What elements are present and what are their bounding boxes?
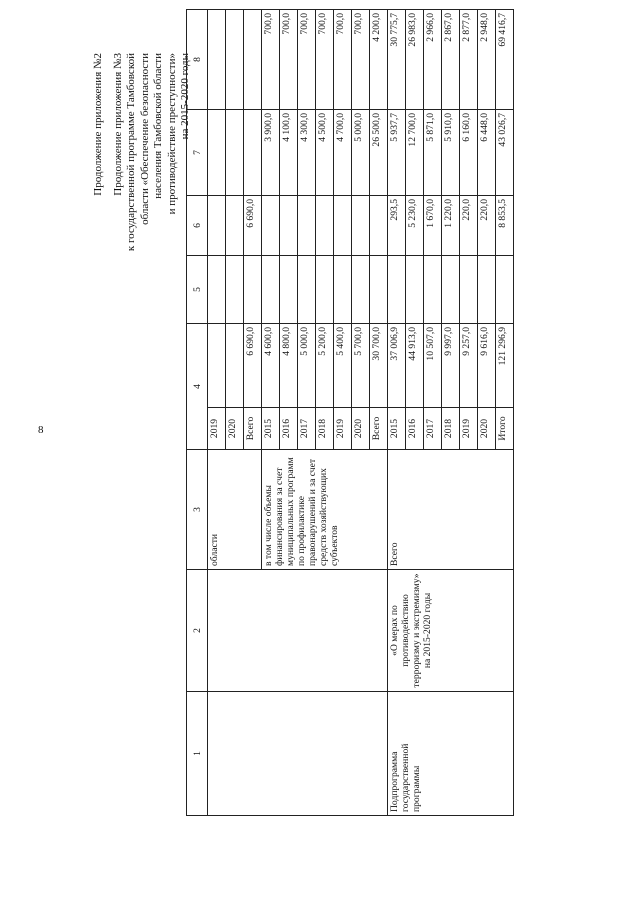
column-number: 8 bbox=[187, 9, 208, 109]
value-cell: 700,0 bbox=[334, 9, 352, 109]
year-cell: 2020 bbox=[478, 408, 496, 450]
value-cell: 6 160,0 bbox=[460, 109, 478, 195]
table-row bbox=[388, 9, 406, 815]
column-number: 3 bbox=[187, 450, 208, 570]
value-cell bbox=[370, 255, 388, 323]
value-cell bbox=[316, 255, 334, 323]
column-number: 5 bbox=[187, 255, 208, 323]
value-cell bbox=[316, 195, 334, 255]
value-cell: 6 690,0 bbox=[244, 323, 262, 407]
value-cell: 2 877,0 bbox=[460, 9, 478, 109]
value-cell: 4 600,0 bbox=[262, 323, 280, 407]
value-cell bbox=[388, 255, 406, 323]
column-number: 2 bbox=[187, 570, 208, 692]
table-row bbox=[208, 9, 226, 815]
column-number-row bbox=[187, 9, 208, 815]
value-cell: 10 507,0 bbox=[424, 323, 442, 407]
year-cell: 2020 bbox=[226, 408, 244, 450]
value-cell: 700,0 bbox=[298, 9, 316, 109]
value-cell bbox=[496, 255, 514, 323]
value-cell bbox=[226, 195, 244, 255]
value-cell bbox=[370, 195, 388, 255]
value-cell: 700,0 bbox=[262, 9, 280, 109]
value-cell: 4 500,0 bbox=[316, 109, 334, 195]
value-cell bbox=[334, 195, 352, 255]
year-cell: 2019 bbox=[208, 408, 226, 450]
value-cell bbox=[280, 255, 298, 323]
year-cell: 2017 bbox=[298, 408, 316, 450]
value-cell bbox=[280, 195, 298, 255]
value-cell: 2 948,0 bbox=[478, 9, 496, 109]
year-cell: Всего bbox=[370, 408, 388, 450]
year-cell: 2016 bbox=[280, 408, 298, 450]
year-cell: 2019 bbox=[460, 408, 478, 450]
column-number: 7 bbox=[187, 109, 208, 195]
appendix-title: Продолжение приложения №2 bbox=[92, 53, 104, 196]
year-cell: 2019 bbox=[334, 408, 352, 450]
value-cell bbox=[226, 109, 244, 195]
value-cell: 4 700,0 bbox=[334, 109, 352, 195]
value-cell: 44 913,0 bbox=[406, 323, 424, 407]
value-cell: 1 670,0 bbox=[424, 195, 442, 255]
year-cell: Итого bbox=[496, 408, 514, 450]
value-cell bbox=[208, 255, 226, 323]
value-cell: 26 500,0 bbox=[370, 109, 388, 195]
value-cell bbox=[298, 255, 316, 323]
header-line: Продолжение приложения №3 bbox=[111, 53, 124, 196]
value-cell bbox=[262, 195, 280, 255]
value-cell: 5 910,0 bbox=[442, 109, 460, 195]
value-cell bbox=[406, 255, 424, 323]
value-cell bbox=[352, 195, 370, 255]
value-cell: 2 966,0 bbox=[424, 9, 442, 109]
value-cell: 6 690,0 bbox=[244, 195, 262, 255]
value-cell: 5 937,7 bbox=[388, 109, 406, 195]
year-cell: 2018 bbox=[316, 408, 334, 450]
value-cell: 5 000,0 bbox=[352, 109, 370, 195]
subprogram-type-label: Подпрограмма государственной программы bbox=[388, 692, 514, 816]
value-cell bbox=[298, 195, 316, 255]
value-cell: 30 700,0 bbox=[370, 323, 388, 407]
value-cell: 700,0 bbox=[280, 9, 298, 109]
column-number: 6 bbox=[187, 195, 208, 255]
value-cell: 5 200,0 bbox=[316, 323, 334, 407]
year-cell: 2018 bbox=[442, 408, 460, 450]
value-cell: 5 700,0 bbox=[352, 323, 370, 407]
value-cell: 5 000,0 bbox=[298, 323, 316, 407]
value-cell: 220,0 bbox=[460, 195, 478, 255]
year-cell: 2015 bbox=[388, 408, 406, 450]
value-cell: 1 220,0 bbox=[442, 195, 460, 255]
value-cell bbox=[442, 255, 460, 323]
value-cell: 4 300,0 bbox=[298, 109, 316, 195]
value-cell: 69 416,7 bbox=[496, 9, 514, 109]
column-number: 1 bbox=[187, 692, 208, 816]
value-cell: 700,0 bbox=[352, 9, 370, 109]
value-cell bbox=[262, 255, 280, 323]
value-cell: 5 400,0 bbox=[334, 323, 352, 407]
value-cell: 4 100,0 bbox=[280, 109, 298, 195]
value-cell bbox=[226, 9, 244, 109]
value-cell: 121 296,9 bbox=[496, 323, 514, 407]
header-line: к государственной программе Тамбовской bbox=[125, 53, 137, 252]
value-cell bbox=[226, 255, 244, 323]
value-cell: 6 448,0 bbox=[478, 109, 496, 195]
value-cell: 37 006,9 bbox=[388, 323, 406, 407]
value-cell: 12 700,0 bbox=[406, 109, 424, 195]
value-cell bbox=[208, 195, 226, 255]
year-cell: 2016 bbox=[406, 408, 424, 450]
value-cell bbox=[226, 323, 244, 407]
value-cell bbox=[208, 323, 226, 407]
year-cell: 2020 bbox=[352, 408, 370, 450]
page-number: 8 bbox=[38, 424, 44, 436]
value-cell: 5 871,0 bbox=[424, 109, 442, 195]
year-cell: 2015 bbox=[262, 408, 280, 450]
header-line: на 2015-2020 годы bbox=[179, 53, 191, 140]
value-cell: 293,5 bbox=[388, 195, 406, 255]
value-cell: 5 230,0 bbox=[406, 195, 424, 255]
value-cell: 700,0 bbox=[316, 9, 334, 109]
column-number: 4 bbox=[187, 323, 208, 449]
value-cell: 4 200,0 bbox=[370, 9, 388, 109]
empty-cell bbox=[208, 692, 388, 816]
value-cell: 220,0 bbox=[478, 195, 496, 255]
value-cell: 43 026,7 bbox=[496, 109, 514, 195]
value-cell bbox=[478, 255, 496, 323]
value-cell: 9 997,0 bbox=[442, 323, 460, 407]
value-cell: 30 775,7 bbox=[388, 9, 406, 109]
header-line: населения Тамбовской области bbox=[152, 53, 164, 199]
value-cell bbox=[244, 255, 262, 323]
value-cell bbox=[460, 255, 478, 323]
financing-table bbox=[186, 9, 514, 816]
value-cell: 8 853,5 bbox=[496, 195, 514, 255]
subprogram-name: «О мерах по противодействию терроризму и экстремизму» на 2015-2020 годы bbox=[388, 570, 514, 692]
value-cell: 2 867,0 bbox=[442, 9, 460, 109]
header-line: и противодействие преступности» bbox=[165, 53, 178, 215]
value-cell: 9 257,0 bbox=[460, 323, 478, 407]
empty-cell bbox=[208, 570, 388, 692]
value-cell bbox=[424, 255, 442, 323]
value-cell: 4 800,0 bbox=[280, 323, 298, 407]
year-cell: Всего bbox=[244, 408, 262, 450]
total-label: Всего bbox=[388, 450, 514, 570]
value-cell bbox=[334, 255, 352, 323]
value-cell bbox=[244, 109, 262, 195]
value-cell bbox=[208, 109, 226, 195]
document-header bbox=[92, 53, 193, 453]
year-cell: 2017 bbox=[424, 408, 442, 450]
header-line: области «Обеспечение безопасности bbox=[138, 53, 151, 225]
value-cell bbox=[352, 255, 370, 323]
value-cell: 3 900,0 bbox=[262, 109, 280, 195]
municipal-financing-label: в том числе объемы финансирования за счет муниципальных программ по профилактике правонарушений и за счет средств хозяйствующих субъектов bbox=[262, 450, 388, 570]
region-label: области bbox=[208, 450, 262, 570]
value-cell: 9 616,0 bbox=[478, 323, 496, 407]
rotated-table-wrapper bbox=[186, 10, 514, 816]
value-cell bbox=[244, 9, 262, 109]
value-cell: 26 983,0 bbox=[406, 9, 424, 109]
value-cell bbox=[208, 9, 226, 109]
